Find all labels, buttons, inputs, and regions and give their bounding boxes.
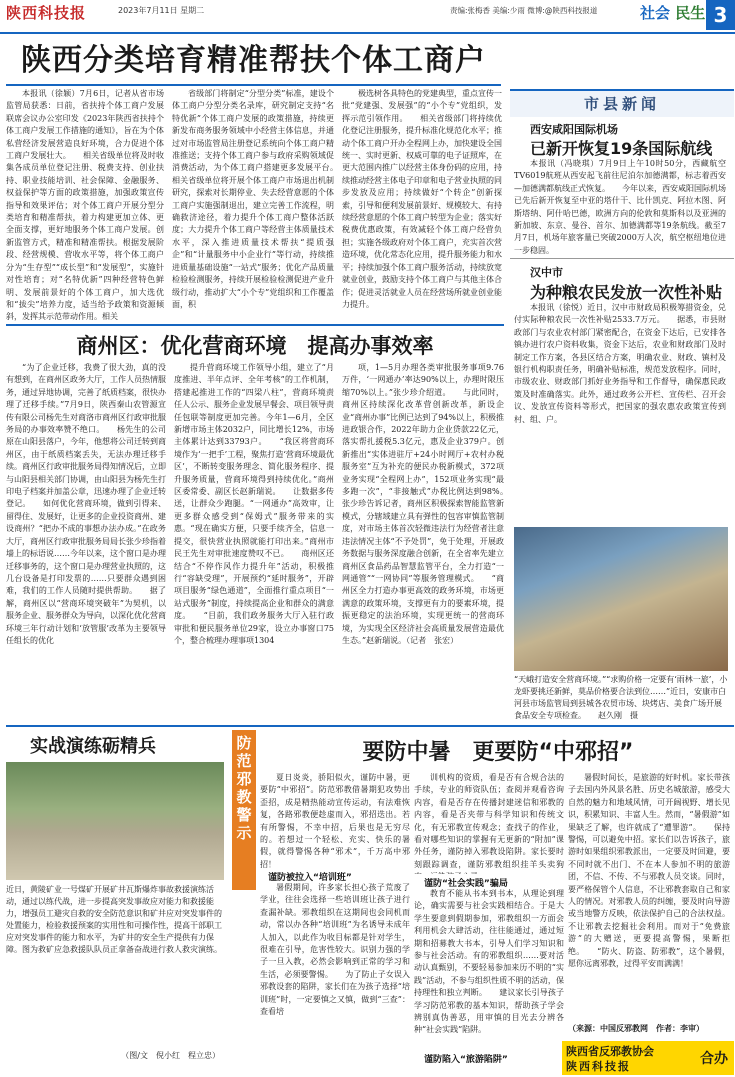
- second-headline: 商州区：优化营商环境 提高办事效率: [76, 334, 434, 358]
- drill-credit: （图/文 倪小红 程立忠）: [121, 1051, 220, 1060]
- market-inspection-photo: [514, 527, 728, 671]
- fraud-column-3: 暑假时间长，是旅游的好时机。家长带孩子去国内外风景名胜、历史名城旅游，感受大自然的魅力和地域风情，可开阔视野、增长见识，积累知识、丰富人生。然而，“暑假游”如果缺乏了解，也许就成了“遭罪游”。 保持警惕，可以避免中招。家长们以告诉孩子，旅游时如果组织邪教派出，一定要及时回避，要不同时就不出门、不在本人参加不明的旅游团，不信、不传、不与邪教人员交谈。同时，要严格保管个人信息，不让邪教套取自己和家人的情况。对邪教人员的纠缠，要及时向导游或当地警方反映，依法保护自己的合法权益。不让邪教去挖掘社会利用。而对于“免费旅游”的大赠送，更要提高警惕，果断拒绝。 “防火、防盗、防邪教”，这个暑假，愿你远离邪教，过得平安而满满！: [568, 773, 730, 969]
- second-column-2: 提升营商环境工作领导小组，建立了“月度推进、半年点评、全年考核”的工作机制，搭建起推进工作的“四梁八柱”，营商环境责任人公示、服务企业发展早餐会、项目领导责任包联等制度更加完善。今年1—6月，全区新增市场主体2032户，同比增长12%，市场主体累计达到33793户。 “我区将营商环境作为‘一把手’工程，聚焦打造‘营商环境最优区’，不断转变服务理念、简化服务程序、提升服务质量，营商环境得到持续优化。”商州区委常委、副区长赵新瑞说。 让数据多传送，让群众少跑腿。“一网通办”高效审，让更多群众感受到“保姆式”服务带来的实惠。“现在确实方便，只要手续齐全，信息一提交，很快营业执照就能打印出来。”商州市民王先生对审批速度赞叹不已。 商州区还结合“不停作风作力提升年”活动，积极推行“容缺受理”，开展预约“延时服务”，开辟项目服务“绿色通道”，全面推行重点项目“一站式服务”制度，持续提高企业和群众的满意度。 “目前，我们政务服务大厅入驻行政审批和便民服务单位29家，设立办事窗口75个，整合梳理办理事项1304: [174, 363, 334, 645]
- masthead: [0, 0, 735, 34]
- city-news-banner: 市县新闻: [510, 89, 734, 117]
- drill-caption: 近日，黄陵矿业一号煤矿开展矿井瓦斯爆炸事故救援演练活动，通过以练代战，进一步提高突发事故应对能力和救援能力，增强员工避灾自救的安全防范意识和矿井应对突发事件的处置能力，检验救援预案的实用性和可操作性，提高干部职工应对突发事件的能力和水平，为矿井的安全生产提供有力保障。图为救矿应急救援队队员正拿备奋战进行救人救灾演练。: [6, 885, 222, 954]
- city-news-a-kicker: 西安咸阳国际机场: [530, 123, 618, 136]
- section-name: 社会 民生: [640, 4, 706, 22]
- city-news-b-kicker: 汉中市: [530, 266, 563, 279]
- newspaper-logo: 陕西科技报: [6, 4, 87, 22]
- fraud-subhead-2: 谨防“社会实践”骗局: [424, 879, 508, 889]
- fraud-subhead-1: 谨防被拉入“培训班”: [268, 873, 352, 883]
- lead-headline: 陕西分类培育精准帮扶个体工商户: [21, 43, 486, 78]
- lead-column-1: 本报讯（徐颖）7月6日，记者从省市场监管局获悉：日前，省扶持个体工商户发展联席会议办公室印发《2023年陕西省扶持个体工商户发展工作措施的通知》，旨在为个体私营经济发展营造良好环境，合力促进个体工商户发展壮大。 相关省级单位将及时收集各成员单位登记注册、税费支持、创业扶持、职业技能培训、社会保障、金融服务、权益保护等方面的政策措施，加强政策宣传指导和效果评估；对个体工商户开展分型分类培育和精准帮扶，着力构建更加立体、更全面支撑，更好地服务个体工商户发展。创新监管方式，精准和精准帮扶。根据发展阶段、经营规模、营收水平等，将个体工商户分为“生存型”“成长型”和“发展型”，实施针对性培育；对“名特优新”四种经营特色鲜明、发展前景好的个体工商户，加大选优和“拔尖”培养力度，适当给予政策和资源倾斜，发挥其示范带动作用。相关: [6, 89, 164, 322]
- lead-column-3: 极选树各具特色的党建典型，重点宣传一批“党建强、发展强”的“小个专”党组织，发挥示范引领作用。 相关省级部门将持续优化登记注册服务，提升标准化规范化水平；推动个体工商户开办全程网上办，加快建设全国统一、实时更新、权威可靠的电子证照库，在更大范围内推广以经营主体身份码的应用，持续推动经营主体电子印章和电子营业执照的同步发放及应用；持续做好“个转企”创新探索，引导和便利发展前景好、规模较大、有持续经营意愿的个体工商户转型为企业；落实好税费优惠政策，有效减轻个体工商户经营负担；实施各级政府对个体工商户，充实首次营造环境，优化常态化应用，提升服务能力和水平；持续加强个体工商户服务活动，持续放宽就业创业，鼓励支持个体工商户与其他主体合作；促进灵活就业人员在经营场所就业创业能力提升。: [342, 89, 502, 309]
- drill-headline: 实战演练砺精兵: [30, 736, 156, 757]
- fraud-column-2b: 教育不能从书本到书本，从理论到理论，确实需要与社会实践相结合。于是大学生要意到假期参加，邪教组织一方面会利用机会大肆活动，往往能通过，通过短期和招募教大书本，引导人们学习知识和参与社会活动。有的邪教组织……要对活动认真甄别，不要轻易参加来历不明的“实践”活动，不参与组织性质不明的活动，保持理性和独立判断。 建议家长引导孩子学习防范邪教的基本知识，帮助孩子学会辨别真伪善恶，用审慎的目光去分辨各种“社会实践”陷阱。: [414, 889, 564, 1035]
- fraud-column-1: 夏日炎炎，骄阳似火，谨防中暑，更要防“中邪招”。防范邪教借暑期犯攻势出歪招，成是精热能动宣传运动，有法难恢复，各路邪教便趁虚而入，邪招迭出。若有所警惕，不幸中招，后果也是无穷尽的。若想过一个轻松、充实、快乐的暑假，就得警惕各种“邪术”，千万高中邪招！: [260, 773, 410, 868]
- lead-column-2: 省级部门将制定“分型分类”标准，建设个体工商户分型分类名录库，研究制定支持“名特优新”个体工商户发展的政策措施，持续更新发布商务服务领域中小经营主体信息，并通过对市场监管局注册登记系统向个体工商户精准推送；支持个体工商户参与政府采购领域促消费活动，为个体工商户搭建更多发展平台。 相关省级单位将开展个体工商户市场退出机制研究，探索对长期停业、失去经营意愿的个体工商户实施强制退出，建立完善工作流程，明确救济途径，着力提升个体工商户整体活跃度；大力提升个体工商户等经营主体质量技术水平，深入推进质量技术帮扶“提质强企”和“计量服务中小企业行”等行动，持续推进质量基础设施“一站式”服务；优化产品质量检验检测服务，持续开展检验检测促进产业升级行动，推动扩大“小个专”党组织和工作覆盖面，积: [172, 89, 334, 309]
- rescue-drill-photo: [6, 762, 224, 880]
- second-column-3: 项，1—5月办理各类审批服务事项9.76万件，‘一网通办’率达90%以上，办理时限压缩70%以上。”张少珍介绍道。 与此同时，商州区持续深化改革营创新改革，新设企业“商州办事”比例已达到了94%以上，积极推进政银合作，2022年助力企业贷款22亿元，落实帮扎援税5.3亿元，惠及企业379户。创新推出“实体进驻厅+24小时网厅+农村办税服务室”互为补充的便民办税新模式，372项业务实现“全程网上办”，152项业务实现“最多跑一次”，“非接触式”办税比例达到98%。 张少珍告诉记者，商州区积极探索智能监管新模式，分辖域建立具有弹性的包容审慎监管制度，对市场主体首次轻微违法行为经营者注意违法情况主体“不予处罚”，免于处理，开展政务数据与服务深度融合创新，在全省率先建立商州区食品药品智慧监管平台，全力打造“一网通管”“一网协同”等服务管理模式。 “商州区全力打造办事更高效的政务环境，市场更满意的政策环境，支撑更有力的要素环境，提振更稳定的法治环境，实现更统一的营商环境，为实现全区经济社会高质量发展营造最优生态。”赵新瑞说。（记者 张宏）: [342, 363, 504, 645]
- co-organizer-2: 陕西科技报: [566, 1060, 631, 1073]
- fraud-column-1b: 暑假期间，许多家长担心孩子荒废了学业，往往会选择一些培训班让孩子进行查漏补缺。邪教组织在这期间也会同机而动，常以办各种“培训班”为名诱导未成年人加入，以此作为收目标都是针对学生，很难在引导，危害性较大。识别力强的学子一旦入教，必然会影响到正常的学习和生活，必须要警惕。 为了防止子女误入邪教设套的陷阱，家长们在为孩子选择“培训班”时，一定要慎之又慎，做到“三查”：查看培: [260, 883, 410, 1017]
- city-news-a-headline: 已新开恢复19条国际航线: [530, 139, 713, 158]
- co-organizer-box: [562, 1041, 734, 1075]
- co-organizer-suffix: 合办: [700, 1051, 728, 1067]
- second-column-1: “为了企业迁移，我费了很大劲，真的没有想到，在商州区政务大厅，工作人员热情服务，通过异地协调，完善了纸质档案，很快办理了迁移手续。”7月9日，陕西秦山农管源宣传有限公司杨先生对商洛市商州区行政审批服务局的办事效率赞不绝口。 杨先生的公司原在山阳县落户，今年，他想将公司迁转到商州区，由于纸质档案丢失，无法办理迁移手续。商州区行政审批服务局得知情况后，立即与山阳县相关部门协调，由山阳县为杨先生打印电子档案并加盖公章，迅速办理了企业迁转登记。 如何优化营商环境，做到引得来、留得住、发展好，让更多的企业投资商州、建设商州？“把办不成的事想办法办成。”在政务大厅，商州区行政审批服务局局长张少珍指着墙上的标语说……今年以来，这个窗口是办理迁移事务的，这个窗口是办理营业执照的，这几台设备是打印发票的……只要群众遇到困难，我们的工作人员随时提供帮助。 据了解，商州区以“营商环境突破年”为契机，以服务企业、服务群众为导向，以深化优化营商环境三年行动计划和‘放管服’改革为主要领导任组长的优化: [6, 363, 166, 645]
- city-news-b-body: 本报讯（徐悦）近日，汉中市财政局积极筹措资金，兑付实际种粮农民一次性补贴2533.7万元。 据悉，市县财政部门与农业农村部门紧密配合，在资金下达后，已安排各镇办进行农户资料收集，资金下达后，农业和财政部门及时制定工作方案，各县区结合方案，明确农业、财政、镇村及银行机构职责任务，明确补贴标准，规范发放程序。同时，市级农业、财政部门抓好业务指导和工作督导，确保惠民政策及时准确落实。此外，通过政务公开栏、宣传栏、召开会议、发放宣传资料等形式，把国家的强农惠农政策宣传到村、组、户。: [514, 303, 726, 424]
- divider: [6, 725, 734, 727]
- page-number: 3: [706, 0, 735, 30]
- divider: [510, 258, 734, 259]
- editors-line: 责编:张梅香 美编:少雨 微博:@陕西科技报道: [450, 6, 598, 15]
- market-photo-caption: “天峨打造安全营商环境。”“求购价格一定要有‘雨林一旅’，小龙虾要挑还新鲜，莫品价格要合法到位……”近日，安康市白河县市场监管局到县城各农贸市场、块烤店、美食广场开展食品安全专项检查。 赵久刚 摄: [514, 675, 728, 720]
- dateline: 2023年7月11日 星期二: [118, 6, 205, 15]
- city-news-b-headline: 为种粮农民发放一次性补贴: [530, 283, 723, 302]
- fraud-subhead-3: 谨防陷入“旅游陷阱”: [424, 1055, 508, 1065]
- city-news-a-body: 本报讯（冯晓琪）7月9日上午10时50分，西藏航空TV6019航班从西安起飞前往尼泊尔加德满都，标志着西安—加德满都航线正式恢复。 今年以来，西安咸阳国际机场已先后新开恢复至中亚的塔什干、比什凯克、阿拉木图、阿斯塔纳、阿什哈巴德，欧洲方向的伦敦和莫斯科以及亚洲的新加坡、东京、曼谷、首尔、加德满都等19条航线。截至7月7日，机场年旅客量已突破2000万人次，航空枢纽地位进一步稳固。: [514, 159, 726, 254]
- vertical-label: 防范邪教警示: [232, 730, 256, 890]
- fraud-source: （来源：中国反邪教网 作者：李审）: [568, 1023, 704, 1033]
- fraud-headline: 要防中暑 更要防“中邪招”: [362, 740, 634, 765]
- co-organizer-1: 陕西省反邪教协会: [566, 1045, 654, 1058]
- fraud-column-2: 训机构的资质，看是否有合规合法的手续，专业的师资队伍；查阅并观看咨询内容，看是否存在传播封建迷信和邪教的内容，看是否夹带与科学知识和传统文化，有无邪教宣传观念；查找子的作业，看对哪些知识的掌握有无更新的“附加”课外任务，谨防掉入邪教设陷阱。家长要时刻跟踪调查，谨防邪教组织挂羊头卖狗: [414, 773, 564, 869]
- divider: [6, 324, 504, 326]
- divider: [6, 84, 501, 86]
